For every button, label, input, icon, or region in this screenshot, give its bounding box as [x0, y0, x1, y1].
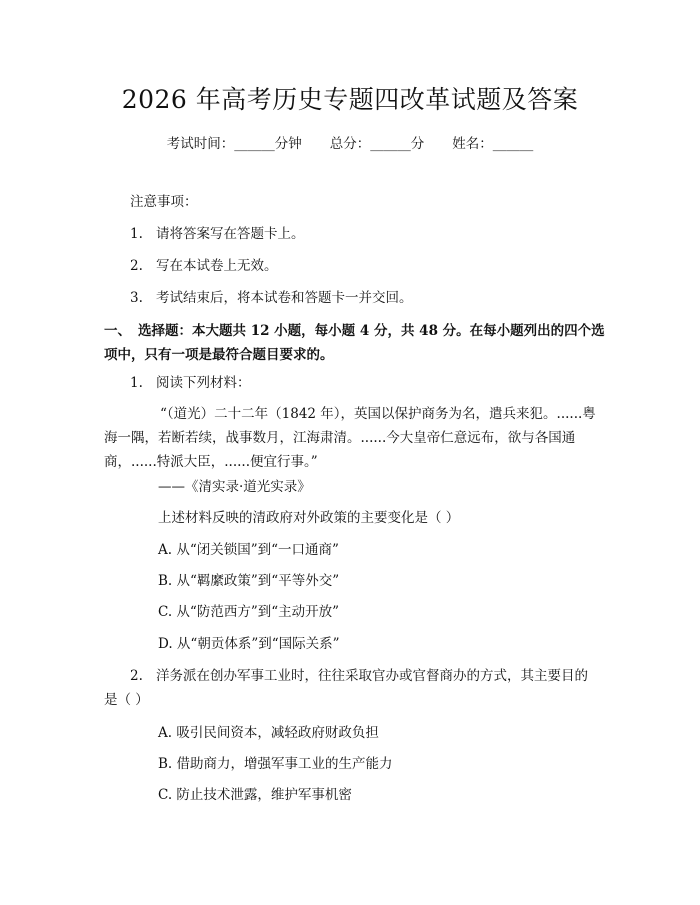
page-title: 2026 年高考历史专题四改革试题及答案 — [121, 85, 579, 114]
answer-option-d[interactable]: D. 从“朝贡体系”到“国际关系” — [158, 636, 340, 652]
section-number: 一、 — [104, 323, 131, 339]
notice-item — [130, 256, 278, 276]
section-text-line2: 项中，只有一项是最符合题目要求的。 — [104, 347, 334, 363]
answer-option-c[interactable]: C. 防止技术泄露，维护军事机密 — [158, 787, 352, 803]
question-intro-text: 阅读下列材料： — [156, 375, 251, 391]
notice-item — [130, 288, 413, 308]
answer-option-b[interactable]: B. 借助商力，增强军事工业的生产能力 — [158, 756, 393, 772]
notice-item-number: 2. — [130, 258, 143, 274]
question-number: 1. — [130, 375, 143, 391]
notice-item-text: 考试结束后，将本试卷和答题卡一并交回。 — [156, 290, 413, 306]
total-score-field: 总分：______分 — [329, 136, 425, 152]
answer-option-a[interactable]: A. 从“闭关锁国”到“一口通商” — [158, 542, 339, 558]
notice-item-number: 3. — [130, 290, 143, 306]
notice-item-number: 1. — [130, 226, 143, 242]
answer-option-b[interactable]: B. 从“羁縻政策”到“平等外交” — [158, 573, 340, 589]
notice-heading: 注意事项： — [130, 194, 198, 210]
question-2-stem — [104, 664, 600, 712]
question-2-stem-text: 洋务派在创办军事工业时，往往采取官办或官督商办的方式，其主要目的是（ ） — [104, 668, 588, 708]
notice-item-text: 写在本试卷上无效。 — [156, 258, 278, 274]
question-1-intro — [130, 373, 251, 393]
section-heading — [104, 321, 605, 341]
answer-option-a[interactable]: A. 吸引民间资本，减轻政府财政负担 — [158, 725, 379, 741]
question-number: 2. — [130, 668, 143, 684]
question-1-quote: “（道光）二十二年（1842 年），英国以保护商务为名，遣兵来犯。......粤海一隅，若断若续，战事数月，江海肃清。......今大皇帝仁意远布，欲与各国通商，......特派大臣，......便宜行事。” — [104, 406, 596, 470]
question-1-stem: 上述材料反映的清政府对外政策的主要变化是（ ） — [158, 510, 460, 526]
section-text-line1: 选择题：本大题共 12 小题，每小题 4 分，共 48 分。在每小题列出的四个选 — [138, 323, 605, 339]
answer-option-c[interactable]: C. 从“防范西方”到“主动开放” — [158, 604, 340, 620]
notice-item — [130, 224, 305, 244]
exam-meta — [0, 132, 700, 152]
notice-item-text: 请将答案写在答题卡上。 — [156, 226, 305, 242]
name-field: 姓名：______ — [452, 136, 534, 152]
exam-time-field: 考试时间：______分钟 — [166, 136, 302, 152]
quote-source: ——《清实录·道光实录》 — [158, 479, 311, 495]
